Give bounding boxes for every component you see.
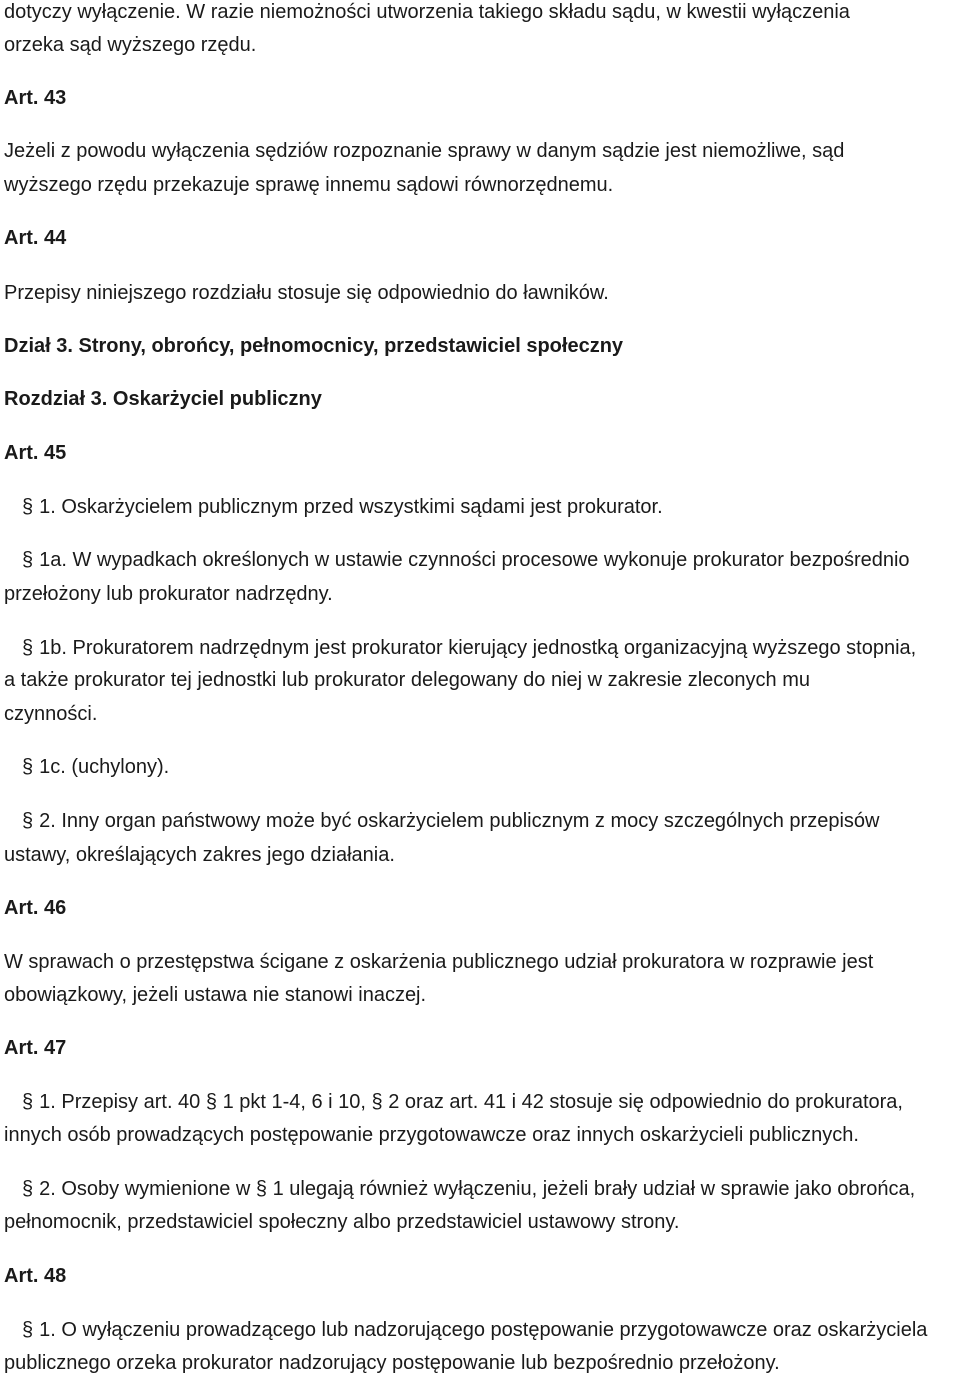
paragraph-line: § 1c. (uchylony). <box>4 750 960 784</box>
text-line: obowiązkowy, jeżeli ustawa nie stanowi inaczej. <box>4 984 427 1006</box>
section-sign: § <box>22 810 34 832</box>
text-line: wyższego rzędu przekazuje sprawę innemu sądowi równorzędnemu. <box>4 174 614 196</box>
section-sign: § <box>371 1091 383 1113</box>
text-line: pełnomocnik, przedstawiciel społeczny albo przedstawiciel ustawowy strony. <box>4 1211 680 1233</box>
text-line: W sprawach o przestępstwa ścigane z oskarżenia publicznego udział prokuratora w rozprawie jest <box>4 951 874 973</box>
section-sign: § <box>22 1091 34 1113</box>
text-line: orzeka sąd wyższego rzędu. <box>4 34 257 56</box>
text-line: publicznego orzeka prokurator nadzorujący postępowanie lub bezpośrednio przełożony. <box>4 1352 780 1374</box>
article-heading-44: Art. 44 <box>4 227 67 249</box>
text-line: czynności. <box>4 703 98 725</box>
section-sign: § <box>22 1178 34 1200</box>
article-heading-43: Art. 43 <box>4 87 67 109</box>
paragraph-line: § 1b. Prokuratorem nadrzędnym jest prokurator kierujący jednostką organizacyjną wyższego stopnia, <box>4 631 960 665</box>
article-heading-46: Art. 46 <box>4 897 67 919</box>
text-line: a także prokurator tej jednostki lub prokurator delegowany do niej w zakresie zleconych mu <box>4 669 810 691</box>
paragraph-line: § 2. Inny organ państwowy może być oskarżycielem publicznym z mocy szczególnych przepisów <box>4 804 960 838</box>
paragraph-line: § 1. Oskarżycielem publicznym przed wszystkimi sądami jest prokurator. <box>4 490 960 524</box>
paragraph-line: § 2. Osoby wymienione w § 1 ulegają również wyłączeniu, jeżeli brały udział w sprawie jako obrońca, <box>4 1172 960 1206</box>
paragraph-line: § 1. Przepisy art. 40 § 1 pkt 1-4, 6 i 10, § 2 oraz art. 41 i 42 stosuje się odpowiednio do prokuratora, <box>4 1085 960 1119</box>
section-sign: § <box>255 1178 268 1200</box>
section-sign: § <box>22 637 34 659</box>
paragraph-line: § 1a. W wypadkach określonych w ustawie czynności procesowe wykonuje prokurator bezpośrednio <box>4 543 960 577</box>
chapter-heading: Rozdział 3. Oskarżyciel publiczny <box>4 388 322 410</box>
section-sign: § <box>22 496 34 518</box>
text-line: przełożony lub prokurator nadrzędny. <box>4 583 333 605</box>
section-sign: § <box>22 1319 34 1341</box>
division-heading: Dział 3. Strony, obrońcy, pełnomocnicy, przedstawiciel społeczny <box>4 335 624 357</box>
text-line: dotyczy wyłączenie. W razie niemożności utworzenia takiego składu sądu, w kwestii wyłączenia <box>4 1 850 23</box>
text-line: ustawy, określających zakres jego działania. <box>4 844 395 866</box>
section-sign: § <box>22 756 34 778</box>
article-heading-47: Art. 47 <box>4 1037 67 1059</box>
paragraph-line: § 1. O wyłączeniu prowadzącego lub nadzorującego postępowanie przygotowawcze oraz oskarżyciela <box>4 1313 960 1347</box>
text-line: innych osób prowadzących postępowanie przygotowawcze oraz innych oskarżycieli publicznych. <box>4 1124 859 1146</box>
article-heading-45: Art. 45 <box>4 442 67 464</box>
article-heading-48: Art. 48 <box>4 1265 67 1287</box>
section-sign: § <box>22 549 34 571</box>
text-line: Jeżeli z powodu wyłączenia sędziów rozpoznanie sprawy w danym sądzie jest niemożliwe, sąd <box>4 140 845 162</box>
section-sign: § <box>205 1091 217 1113</box>
text-line: Przepisy niniejszego rozdziału stosuje się odpowiednio do ławników. <box>4 282 609 304</box>
